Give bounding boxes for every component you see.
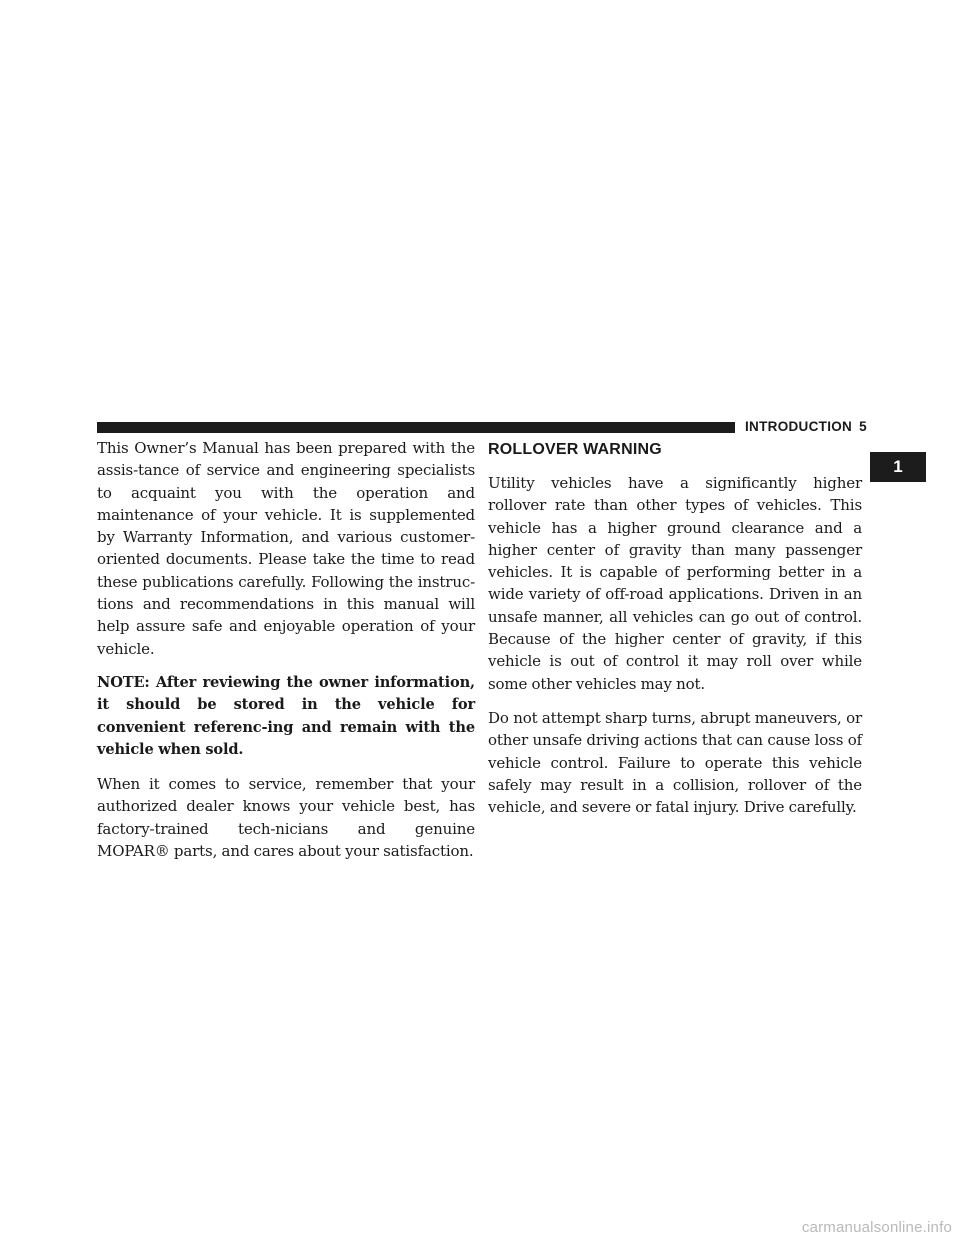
section-title: INTRODUCTION (745, 419, 853, 434)
note-paragraph: NOTE: After reviewing the owner information, it should be stored in the vehicle for convenient referenc-ing and remain with the vehicle when sold. (97, 673, 475, 758)
right-column (488, 437, 862, 818)
watermark: carmanualsonline.info (801, 1219, 952, 1236)
running-header (745, 418, 867, 436)
rollover-warning-heading: ROLLOVER WARNING (488, 441, 662, 458)
chapter-tab: 1 (870, 452, 926, 482)
header-rule (97, 422, 735, 433)
left-column (97, 437, 475, 862)
intro-paragraph: This Owner’s Manual has been prepared with the assis-tance of service and engineering specialists to acquaint you with the operation and maintenance of your vehicle. It is supplemented by Warranty Information, and various customer-oriented documents. Please take the time to read these publications carefully. Following the instruc-tions and recommendations in this manual will help assure safe and enjoyable operation of your vehicle. (97, 439, 475, 658)
driving-caution-paragraph: Do not attempt sharp turns, abrupt maneuvers, or other unsafe driving actions that can cause loss of vehicle control. Failure to operate this vehicle safely may result in a collision, rollover of the vehicle, and severe or fatal injury. Drive carefully. (488, 708, 862, 817)
page-number: 5 (859, 419, 867, 434)
service-paragraph: When it comes to service, remember that your authorized dealer knows your vehicle best, has factory-trained tech-nicians and genuine MOPAR® parts, and cares about your satisfaction. (97, 775, 475, 861)
rollover-paragraph: Utility vehicles have a significantly higher rollover rate than other types of vehicles. This vehicle has a higher ground clearance and a higher center of gravity than many passenger vehicles. It is capable of performing better in a wide variety of off-road applications. Driven in an unsafe manner, all vehicles can go out of control. Because of the higher center of gravity, if this vehicle is out of control it may roll over while some other vehicles may not. (488, 474, 862, 693)
